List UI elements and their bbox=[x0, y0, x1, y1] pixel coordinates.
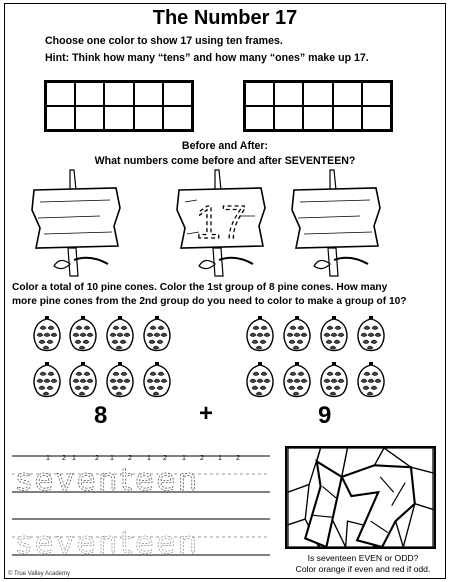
tracing-lines-2[interactable] bbox=[12, 513, 270, 559]
wood-sign-after[interactable] bbox=[290, 168, 382, 278]
ten-frame-cell[interactable] bbox=[163, 82, 192, 106]
ten-frame-cell[interactable] bbox=[245, 82, 274, 106]
stroke-number: 2 bbox=[200, 455, 204, 462]
stroke-number: 1 bbox=[72, 455, 76, 462]
pine-cone[interactable] bbox=[280, 360, 314, 400]
ten-frame-right[interactable] bbox=[243, 80, 393, 132]
ten-frame-cell[interactable] bbox=[362, 106, 391, 130]
mosaic-piece[interactable] bbox=[288, 485, 309, 525]
pine-cone[interactable] bbox=[243, 314, 277, 354]
stroke-number: 1 bbox=[218, 455, 222, 462]
plus-sign: + bbox=[199, 400, 214, 427]
pine-cone-instruction-1: Color a total of 10 pine cones. Color the 1st group of 8 pine cones. How many bbox=[12, 282, 388, 293]
pine-cone[interactable] bbox=[66, 314, 100, 354]
ten-frame-cell[interactable] bbox=[274, 106, 303, 130]
even-odd-instruction: Color orange if even and red if odd. bbox=[295, 564, 431, 574]
pine-cone-instruction-2: more pine cones from the 2nd group do you need to color to make a group of 10? bbox=[12, 296, 407, 307]
ten-frame-cell[interactable] bbox=[274, 82, 303, 106]
pine-cone[interactable] bbox=[140, 314, 174, 354]
group2-count: 9 bbox=[318, 402, 332, 429]
wood-sign-before[interactable] bbox=[30, 168, 122, 278]
pine-cone[interactable] bbox=[66, 360, 100, 400]
pine-cone[interactable] bbox=[280, 314, 314, 354]
pine-cone[interactable] bbox=[140, 360, 174, 400]
even-odd-question: Is seventeen EVEN or ODD? bbox=[307, 553, 419, 563]
page-title: The Number 17 bbox=[152, 7, 298, 29]
stroke-number: 1 bbox=[46, 455, 50, 462]
ten-frame-cell[interactable] bbox=[303, 106, 332, 130]
stroke-number: 2 bbox=[163, 455, 167, 462]
ten-frame-cell[interactable] bbox=[75, 82, 104, 106]
ten-frame-cell[interactable] bbox=[245, 106, 274, 130]
ten-frame-cell[interactable] bbox=[104, 106, 133, 130]
ten-frame-left[interactable] bbox=[44, 80, 194, 132]
before-after-heading: Before and After: bbox=[181, 140, 269, 152]
pine-cone[interactable] bbox=[354, 360, 388, 400]
pine-cone[interactable] bbox=[354, 314, 388, 354]
ten-frame-cell[interactable] bbox=[303, 82, 332, 106]
tracing-lines-1[interactable] bbox=[12, 450, 270, 496]
before-after-question: What numbers come before and after SEVENTEEN? bbox=[94, 155, 356, 167]
ten-frame-cell[interactable] bbox=[134, 82, 163, 106]
ten-frame-cell[interactable] bbox=[333, 106, 362, 130]
stroke-number: 2 bbox=[62, 455, 66, 462]
ten-frame-cell[interactable] bbox=[163, 106, 192, 130]
ten-frame-cell[interactable] bbox=[333, 82, 362, 106]
pine-cone[interactable] bbox=[317, 360, 351, 400]
pine-cone[interactable] bbox=[103, 360, 137, 400]
wood-sign-middle bbox=[175, 168, 267, 278]
sign-number-17: 17 bbox=[195, 196, 247, 248]
ten-frame-cell[interactable] bbox=[104, 82, 133, 106]
stroke-number: 1 bbox=[110, 455, 114, 462]
pine-cone[interactable] bbox=[30, 360, 64, 400]
pine-cone[interactable] bbox=[317, 314, 351, 354]
stroke-number: 2 bbox=[95, 455, 99, 462]
ten-frame-instruction: Choose one color to show 17 using ten frames. bbox=[45, 35, 283, 47]
pine-cone[interactable] bbox=[30, 314, 64, 354]
ten-frame-cell[interactable] bbox=[46, 82, 75, 106]
stroke-number: 1 bbox=[147, 455, 151, 462]
ten-frame-cell[interactable] bbox=[46, 106, 75, 130]
stroke-number: 2 bbox=[236, 455, 240, 462]
stroke-number: 2 bbox=[128, 455, 132, 462]
ten-frame-cell[interactable] bbox=[362, 82, 391, 106]
group1-count: 8 bbox=[94, 402, 108, 429]
stroke-number: 1 bbox=[182, 455, 186, 462]
traced-word-2: seventeen bbox=[16, 526, 201, 559]
ten-frame-hint: Hint: Think how many “tens” and how many “ones” make up 17. bbox=[45, 52, 369, 64]
pine-cone[interactable] bbox=[103, 314, 137, 354]
credit-text: © True Valley Academy bbox=[8, 571, 71, 577]
ten-frame-cell[interactable] bbox=[134, 106, 163, 130]
ten-frame-cell[interactable] bbox=[75, 106, 104, 130]
mosaic-17[interactable] bbox=[285, 446, 436, 549]
traced-word-1: seventeen bbox=[16, 463, 201, 496]
pine-cone[interactable] bbox=[243, 360, 277, 400]
